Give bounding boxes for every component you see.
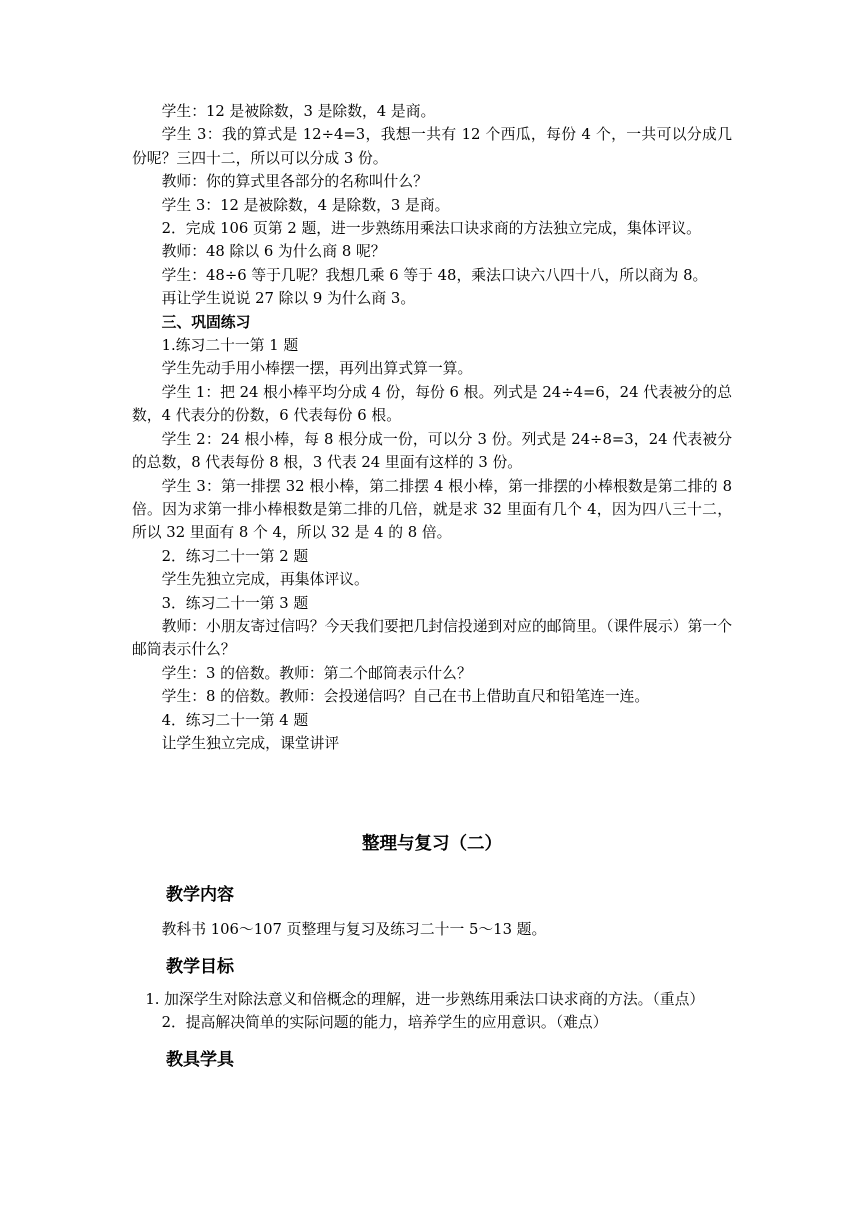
paragraph: 学生 3：12 是被除数，4 是除数，3 是商。 [161,196,450,214]
document-body [132,100,732,755]
paragraph: 学生 2：24 根小棒，每 8 根分成一份，可以分 3 份。列式是 24÷8=3，24 代表被分的总数，8 代表每份 8 根，3 代表 24 里面有这样的 3 份。 [132,430,732,472]
paragraph: 学生 3：第一排摆 32 根小棒，第二排摆 4 根小棒，第一排摆的小棒根数是第二排的 8 倍。因为求第一排小棒根数是第二排的几倍，就是求 32 里面有几个 4，因为四八三十二，所以 32 里面有 8 个 4，所以 32 是 4 的 8 倍。 [132,477,732,542]
paragraph: 再让学生说说 27 除以 9 为什么商 3。 [161,290,416,308]
paragraph: 教师：48 除以 6 为什么商 8 呢？ [161,243,386,261]
content-heading: 教学内容 [166,885,234,906]
content-text: 教科书 106～107 页整理与复习及练习二十一 5～13 题。 [161,921,547,939]
lesson-title: 整理与复习（二） [362,834,502,854]
paragraph: 3．练习二十一第 3 题 [161,594,309,612]
section-heading: 三、巩固练习 [161,313,251,331]
paragraph: 2．完成 106 页第 2 题，进一步熟练用乘法口诀求商的方法独立完成，集体评议。 [161,220,701,238]
paragraph: 学生 1：把 24 根小棒平均分成 4 份，每份 6 根。列式是 24÷4=6，24 代表被分的总数，4 代表分的份数，6 代表每份 6 根。 [132,383,732,425]
paragraph: 学生先动手用小棒摆一摆，再列出算式算一算。 [161,360,473,378]
paragraph: 学生：12 是被除数，3 是除数，4 是商。 [161,103,436,120]
goals-heading: 教学目标 [166,956,234,977]
paragraph: 学生先独立完成，再集体评议。 [161,571,369,589]
paragraph: 1.练习二十一第 1 题 [161,337,299,355]
paragraph: 4．练习二十一第 4 题 [161,711,309,729]
paragraph: 教师：小朋友寄过信吗？今天我们要把几封信投递到对应的邮筒里。（课件展示）第一个邮筒表示什么？ [132,617,732,659]
goal-item: 2．提高解决简单的实际问题的能力，培养学生的应用意识。（难点） [161,1014,608,1032]
paragraph: 学生：48÷6 等于几呢？我想几乘 6 等于 48，乘法口诀六八四十八，所以商为 8。 [161,266,708,284]
tools-heading: 教具学具 [166,1049,234,1070]
goal-item: 1. 加深学生对除法意义和倍概念的理解，进一步熟练用乘法口诀求商的方法。（重点） [145,990,705,1008]
paragraph: 学生 3：我的算式是 12÷4=3，我想一共有 12 个西瓜，每份 4 个，一共可以分成几份呢？三四十二，所以可以分成 3 份。 [132,126,732,167]
paragraph: 学生：3 的倍数。教师：第二个邮筒表示什么？ [161,664,472,682]
lesson-section [132,833,732,1073]
paragraph: 学生：8 的倍数。教师：会投递信吗？自己在书上借助直尺和铅笔连一连。 [161,688,650,706]
paragraph: 让学生独立完成，课堂讲评 [161,734,340,752]
paragraph: 教师：你的算式里各部分的名称叫什么？ [161,173,428,191]
paragraph: 2．练习二十一第 2 题 [161,547,309,565]
